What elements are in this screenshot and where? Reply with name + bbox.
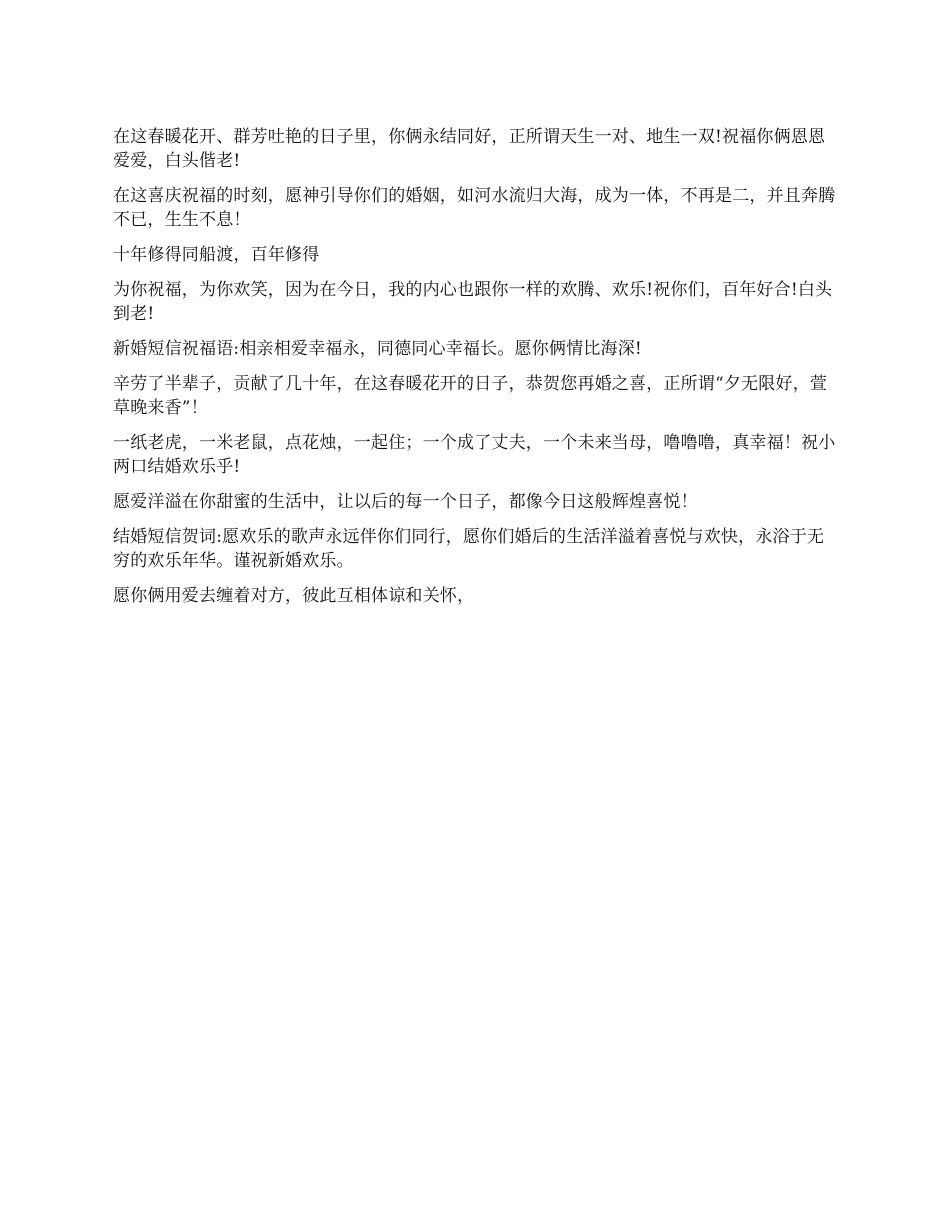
paragraph: 新婚短信祝福语:相亲相爱幸福永，同德同心幸福长。愿你俩情比海深! — [113, 339, 642, 359]
paragraph: 在这喜庆祝福的时刻，愿神引导你们的婚姻，如河水流归大海，成为一体，不再是二，并且奔腾不已，生生不息！ — [113, 186, 836, 230]
paragraph: 十年修得同船渡，百年修得 — [113, 245, 320, 265]
paragraph: 在这春暖花开、群芳吐艳的日子里，你俩永结同好，正所谓天生一对、地生一双!祝福你俩恩恩爱爱，白头偕老! — [113, 127, 826, 171]
paragraph: 愿爱洋溢在你甜蜜的生活中，让以后的每一个日子，都像今日这般辉煌喜悦！ — [113, 492, 698, 512]
paragraph: 愿你俩用爱去缠着对方，彼此互相体谅和关怀， — [113, 586, 475, 606]
paragraph: 为你祝福，为你欢笑，因为在今日，我的内心也跟你一样的欢腾、欢乐!祝你们，百年好合!白头到老! — [113, 280, 833, 324]
paragraph: 结婚短信贺词:愿欢乐的歌声永远伴你们同行，愿你们婚后的生活洋溢着喜悦与欢快，永浴于无穷的欢乐年华。谨祝新婚欢乐。 — [113, 527, 825, 571]
document-body — [113, 125, 841, 619]
paragraph: 辛劳了半辈子，贡献了几十年，在这春暖花开的日子，恭贺您再婚之喜，正所谓“夕无限好，萱草晚来香”！ — [113, 374, 828, 418]
paragraph: 一纸老虎，一米老鼠，点花烛，一起住；一个成了丈夫，一个未来当母，噜噜噜，真幸福！祝小两口结婚欢乐乎! — [113, 433, 836, 477]
